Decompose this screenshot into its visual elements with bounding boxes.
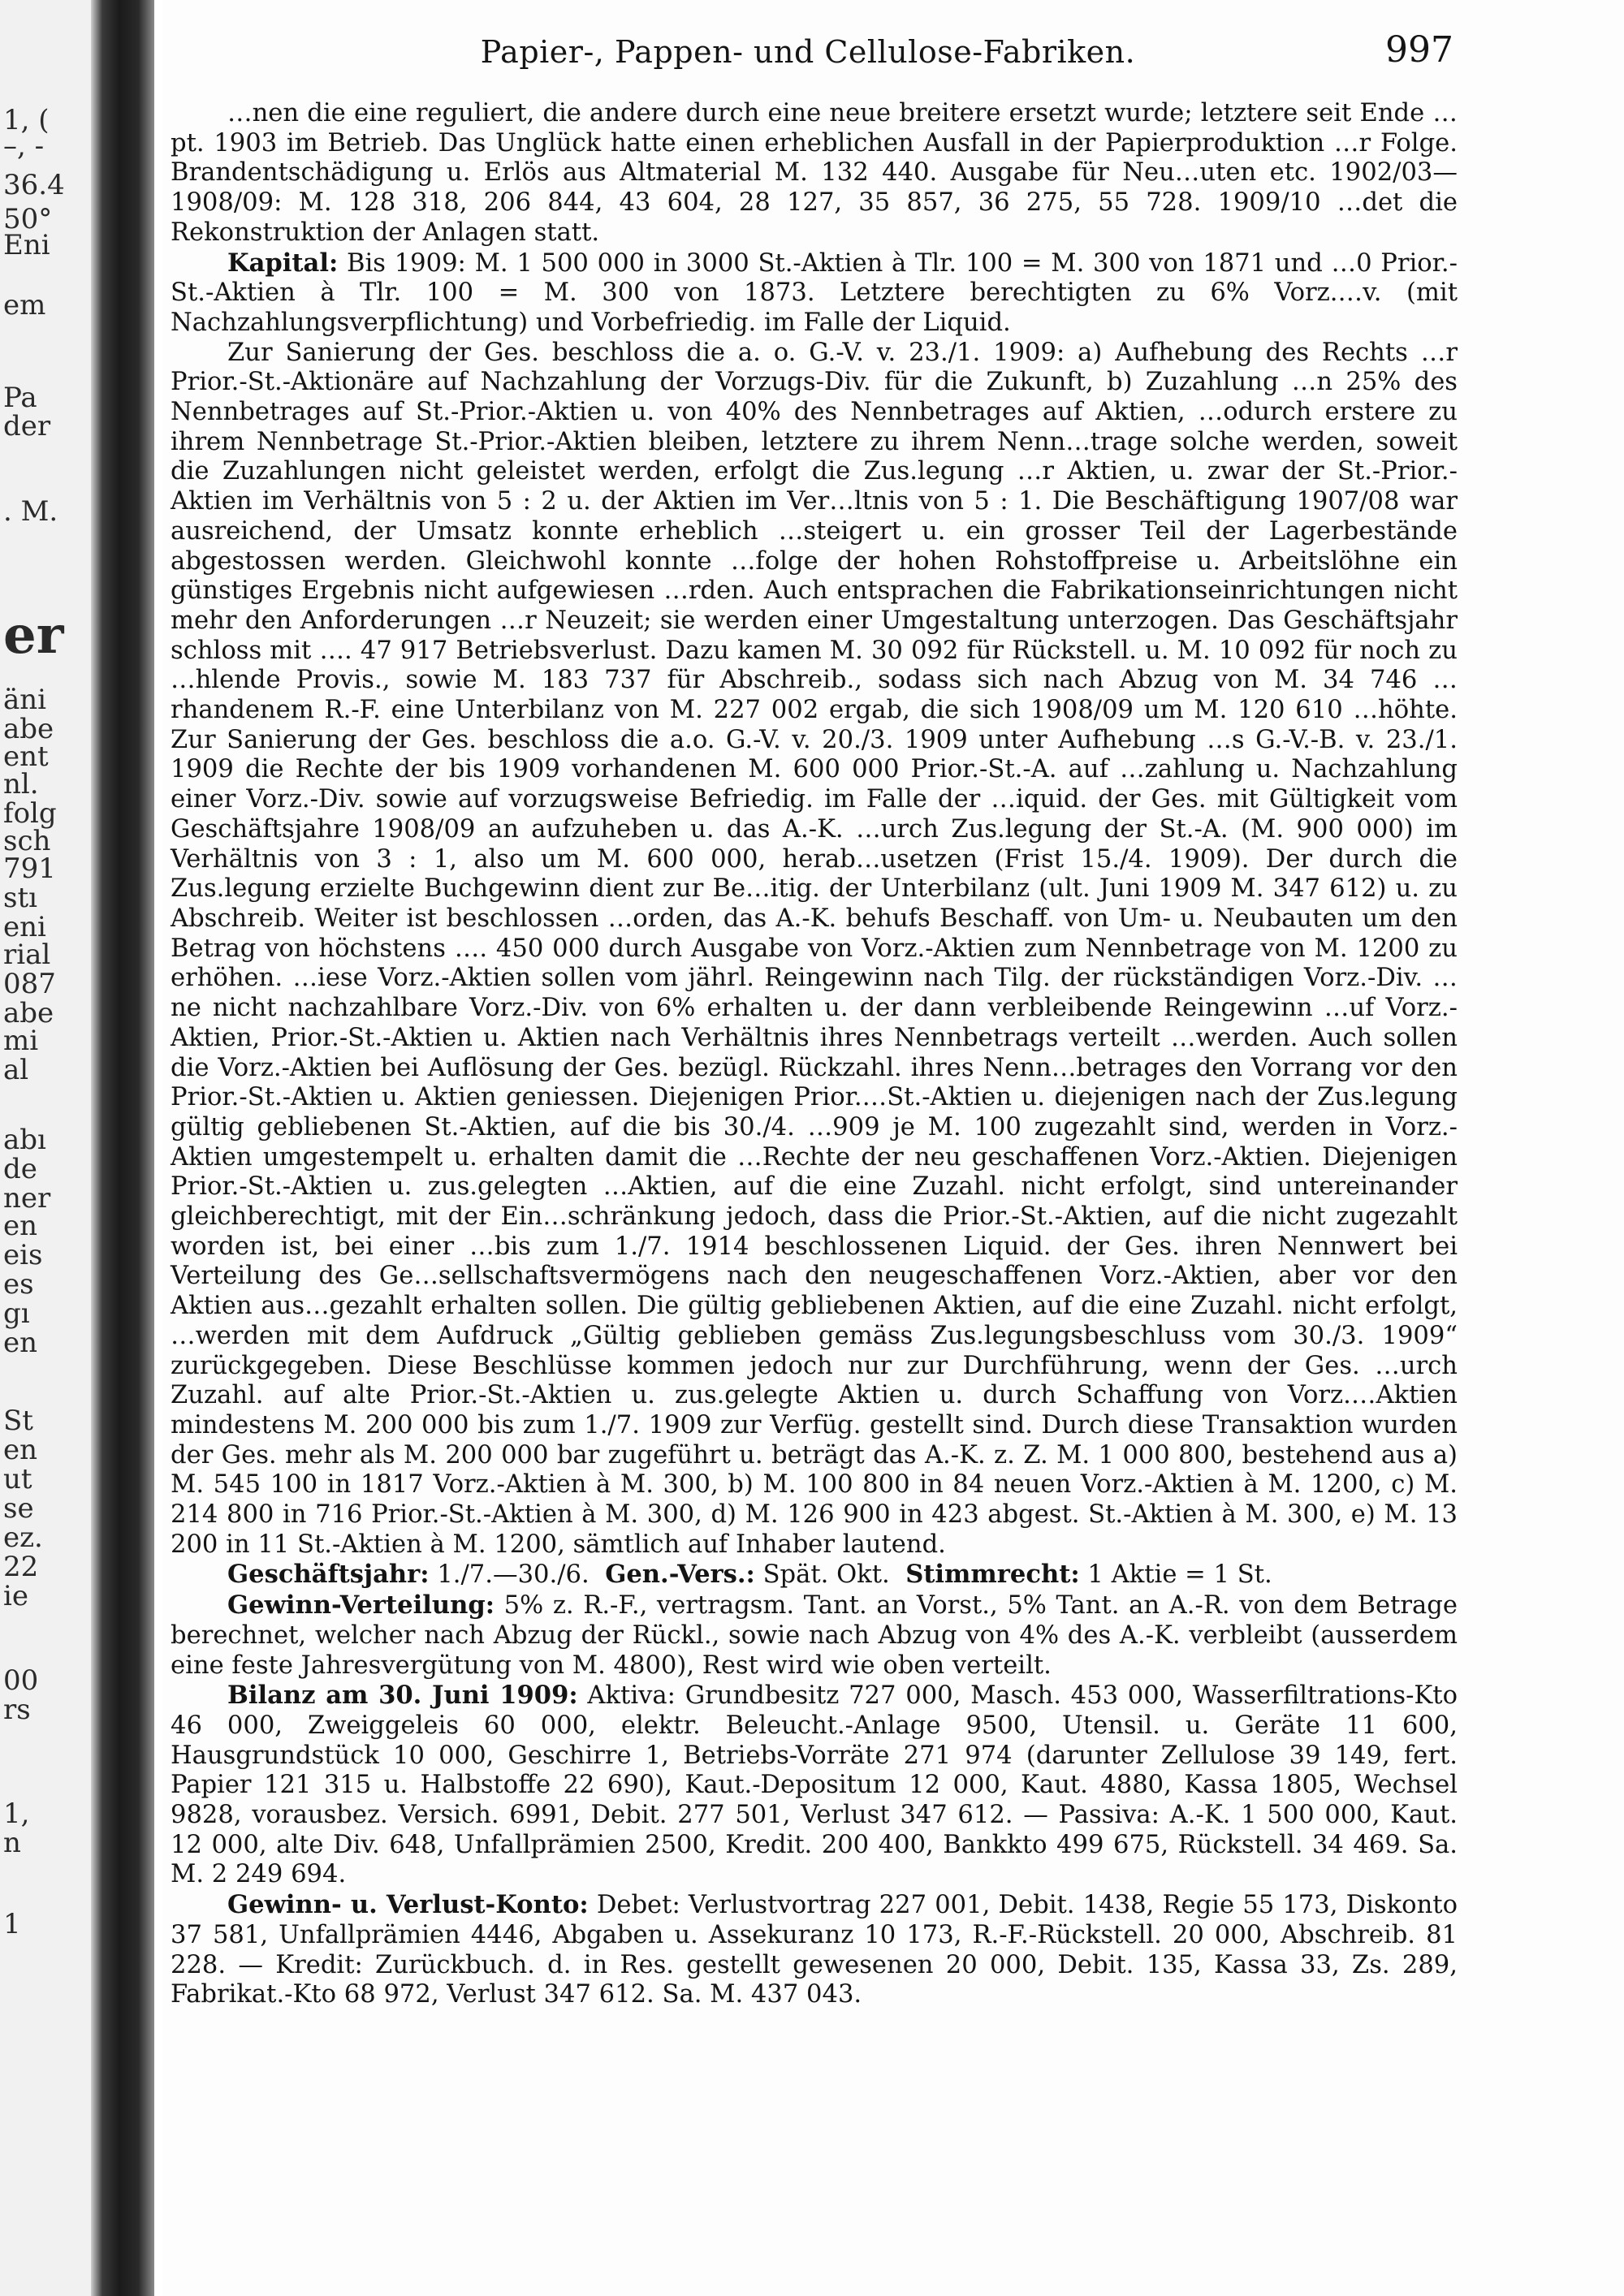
facing-page-fragment-text: 1, ( xyxy=(3,104,50,136)
paragraph-bilanz-text: Aktiva: Grundbesitz 727 000, Masch. 453 000, Wasserfiltrations-Kto 46 000, Zweiggeleis 60 000, elektr. Beleucht.-Anlage 9500, Utensil. u. Geräte 11 600, Hausgrundstück 10 000, Geschirre 1, Betriebs-Vorräte 271 974 (darunter Zellulose 39 149, fert. Papier 121 315 u. Halbstoffe 22 690), Kaut.-Depositum 12 000, Kaut. 4880, Kassa 1805, Wechsel 9828, vorausbez. Versich. 6991, Debit. 277 501, Verlust 347 612. — Passiva: A.-K. 1 500 000, Kaut. 12 000, alte Div. 648, Unfallprämien 2500, Kredit. 200 400, Bankkto 499 675, Rückstell. 34 469. Sa. M. 2 249 694. xyxy=(171,1681,1458,1889)
facing-page-fragment-text: se xyxy=(3,1492,34,1525)
facing-page-fragment-text: folg xyxy=(3,797,57,830)
facing-page-fragment-text: äni xyxy=(3,684,47,716)
paragraph-gewinn-verlust xyxy=(171,1890,1458,2010)
paragraph-sanierung xyxy=(171,339,1458,1560)
facing-page-fragment-text: stı xyxy=(3,882,37,914)
paragraph-1 xyxy=(171,99,1458,248)
label-kapital: Kapital: xyxy=(227,248,339,278)
facing-page-fragment-text: eni xyxy=(3,911,46,943)
paragraph-gewinn-verlust-text: Debet: Verlustvortrag 227 001, Debit. 1438, Regie 55 173, Diskonto 37 581, Unfallprämien 4446, Abgaben u. Assekuranz 10 173, R.-F.-Rückstell. 20 000, Abschreib. 81 228. — Kredit: Zurückbuch. d. in Res. gestellt gewesenen 20 000, Debit. 135, Kassa 33, Zs. 289, Fabrikat.-Kto 68 972, Verlust 347 612. Sa. M. 437 043. xyxy=(171,1891,1458,2009)
paragraph-1-text: …nen die eine reguliert, die andere durch eine neue breitere ersetzt wurde; letztere seit Ende …pt. 1903 im Betrieb. Das Unglück hatte einen erheblichen Ausfall in der Papierproduktion …r Folge. Brandentschädigung u. Erlös aus Altmaterial M. 132 440. Ausgabe für Neu…uten etc. 1902/03—1908/09: M. 128 318, 206 844, 43 604, 28 127, 35 857, 36 275, 55 728. 1909/10 …det die Rekonstruktion der Anlagen statt. xyxy=(171,99,1458,247)
paragraph-kapital-text: Bis 1909: M. 1 500 000 in 3000 St.-Aktien à Tlr. 100 = M. 300 von 1871 und …0 Prior.-St.-Aktien à Tlr. 100 = M. 300 von 1873. Letztere berechtigten zu 6% Vorz.…v. (mit Nachzahlungsverpflichtung) und Vorbefriedig. im Falle der Liquid. xyxy=(171,248,1458,337)
paragraph-bilanz xyxy=(171,1681,1458,1890)
facing-page-fragment-text: ut xyxy=(3,1463,32,1495)
value-gen-vers: Spät. Okt. xyxy=(762,1560,890,1590)
facing-page-fragment-text: es xyxy=(3,1268,34,1301)
facing-page-fragment-text: 1 xyxy=(3,1908,21,1940)
facing-page-fragment-text: ez. xyxy=(3,1521,43,1554)
paragraph-gewinn-verteilung xyxy=(171,1590,1458,1681)
facing-page-fragment-text: nl. xyxy=(3,768,39,801)
paragraph-geschaeftsjahr xyxy=(171,1560,1458,1590)
facing-page-fragment-text: 50° xyxy=(3,203,53,235)
facing-page-fragment-text: abe xyxy=(3,997,54,1029)
facing-page-fragment-text: en xyxy=(3,1327,38,1359)
book-gutter xyxy=(91,0,154,2296)
label-gen-vers: Gen.-Vers.: xyxy=(605,1560,755,1590)
facing-page-fragment-text: St xyxy=(3,1405,33,1437)
facing-page-fragment-text: de xyxy=(3,1153,37,1185)
document-page xyxy=(162,0,1624,2296)
facing-page-fragment-text: 087 xyxy=(3,968,56,1000)
facing-page-fragment-text: 00 xyxy=(3,1664,39,1697)
facing-page-fragment-text: n xyxy=(3,1827,21,1859)
facing-page-fragment-text: al xyxy=(3,1054,29,1086)
paragraph-gewinn-verteilung-text: 5% z. R.-F., vertragsm. Tant. an Vorst., 5% Tant. an A.-R. von dem Betrage berechnet, welcher nach Abzug der Rückl., sowie nach Abzug von 4% des A.-K. verbleibt (ausserdem eine feste Jahresvergütung von M. 4800), Rest wird wie oben verteilt. xyxy=(171,1591,1458,1680)
facing-page-fragment-text: ie xyxy=(3,1580,28,1612)
facing-page-fragment-text: rs xyxy=(3,1694,31,1726)
body-text xyxy=(171,99,1458,2010)
page-number: 997 xyxy=(1385,29,1453,71)
facing-page-fragment xyxy=(0,0,91,2296)
facing-page-fragment-text: gı xyxy=(3,1297,30,1330)
facing-page-fragment-text: ner xyxy=(3,1182,51,1215)
facing-page-fragment-text: en xyxy=(3,1210,38,1242)
facing-page-fragment-text: sch xyxy=(3,825,51,857)
value-geschaeftsjahr: 1./7.—30./6. xyxy=(437,1560,590,1590)
facing-page-fragment-text: der xyxy=(3,410,51,442)
facing-page-fragment-text: 36.4 xyxy=(3,169,65,201)
facing-page-fragment-text: Pa xyxy=(3,382,37,414)
facing-page-fragment-text: mi xyxy=(3,1025,39,1057)
facing-page-fragment-text: abı xyxy=(3,1124,46,1156)
value-stimmrecht: 1 Aktie = 1 St. xyxy=(1087,1560,1272,1590)
label-gewinn-verlust: Gewinn- u. Verlust-Konto: xyxy=(227,1890,589,1920)
page-header xyxy=(162,29,1453,75)
running-title: Papier-, Pappen- und Cellulose-Fabriken. xyxy=(480,34,1136,70)
facing-page-fragment-text: abe xyxy=(3,713,54,745)
facing-page-fragment-text: ent xyxy=(3,740,49,773)
facing-page-fragment-text: eis xyxy=(3,1239,43,1271)
facing-page-fragment-text: . M. xyxy=(3,495,58,528)
paragraph-kapital xyxy=(171,248,1458,339)
paragraph-sanierung-text: Zur Sanierung der Ges. beschloss die a. o. G.-V. v. 23./1. 1909: a) Aufhebung des Rechts …r Prior.-St.-Aktionäre auf Nachzahlung der Vorzugs-Div. für die Zukunft, b) Zuzahlung …n 25% des Nennbetrages auf St.-Prior.-Aktien u. von 40% des Nennbetrages auf Aktien, …odurch erstere zu ihrem Nennbetrage St.-Prior.-Aktien bleiben, letztere zu ihrem Nenn…trage solche werden, soweit die Zuzahlungen nicht geleistet werden, erfolgt die Zus.legung …r Aktien, u. zwar der St.-Prior.-Aktien im Verhältnis von 5 : 2 u. der Aktien im Ver…ltnis von 5 : 1. Die Beschäftigung 1907/08 war ausreichend, der Umsatz konnte erheblich …steigert u. ein grosser Teil der Lagerbestände abgestossen werden. Gleichwohl konnte …folge der hohen Rohstoffpreise u. Arbeitslöhne ein günstiges Ergebnis nicht aufgewiesen …rden. Auch entsprachen die Fabrikationseinrichtungen nicht mehr den Anforderungen …r Neuzeit; sie werden einer Umgestaltung unterzogen. Das Geschäftsjahr schloss mit …. 47 917 Betriebsverlust. Dazu kamen M. 30 092 für Rückstell. u. M. 10 092 für noch zu …hlende Provis., sowie M. 183 737 für Abschreib., sodass sich nach Abzug von M. 34 746 …rhandenem R.-F. eine Unterbilanz von M. 227 002 ergab, die sich 1908/09 um M. 120 610 …höhte. Zur Sanierung der Ges. beschloss die a.o. G.-V. v. 20./3. 1909 unter Aufhebung …s G.-V.-B. v. 23./1. 1909 die Rechte der bis 1909 vorhandenen M. 600 000 Prior.-St.-A. auf …zahlung u. Nachzahlung einer Vorz.-Div. sowie auf vorzugsweise Befriedig. im Falle der …iquid. der Ges. mit Gültigkeit vom Geschäftsjahre 1908/09 an aufzuheben u. das A.-K. …urch Zus.legung der St.-A. (M. 900 000) im Verhältnis von 3 : 1, also um M. 600 000, herab…usetzen (Frist 15./4. 1909). Der durch die Zus.legung erzielte Buchgewinn dient zur Be…itig. der Unterbilanz (ult. Juni 1909 M. 347 612) u. zu Abschreib. Weiter ist beschlossen …orden, das A.-K. behufs Beschaff. von Um- u. Neubauten um den Betrag von höchstens …. 450 000 durch Ausgabe von Vorz.-Aktien zum Nennbetrage von M. 1200 zu erhöhen. …iese Vorz.-Aktien sollen vom jährl. Reingewinn nach Tilg. der rückständigen Vorz.-Div. …ne nicht nachzahlbare Vorz.-Div. von 6% erhalten u. der dann verbleibende Reingewinn …uf Vorz.-Aktien, Prior.-St.-Aktien u. Aktien nach Verhältnis ihres Nennbetrags verteilt …werden. Auch sollen die Vorz.-Aktien bei Auflösung der Ges. bezügl. Rückzahl. ihres Nenn…betrages den Vorrang vor den Prior.-St.-Aktien u. Aktien geniessen. Diejenigen Prior.…St.-Aktien u. diejenigen nach der Zus.legung gültig gebliebenen St.-Aktien, auf die bis 30./4. …909 je M. 100 zugezahlt sind, werden in Vorz.-Aktien umgestempelt u. erhalten damit die …Rechte der neu geschaffenen Vorz.-Aktien. Diejenigen Prior.-St.-Aktien u. zus.gelegten …Aktien, auf die eine Zuzahl. nicht erfolgt, sind untereinander gleichberechtigt, mit der Ein…schränkung jedoch, dass die Prior.-St.-Aktien, auf die nicht zugezahlt worden ist, bei einer …bis zum 1./7. 1914 beschlossenen Liquid. der Ges. ihren Nennwert bei Verteilung des Ge…sellschaftsvermögens nach den neugeschaffenen Vorz.-Aktien, aber vor den Aktien aus…gezahlt erhalten sollen. Die gültig gebliebenen Aktien, auf die eine Zuzahl. nicht erfolgt, …werden mit dem Aufdruck „Gültig geblieben gemäss Zus.legungsbeschluss vom 30./3. 1909“ zurückgegeben. Diese Beschlüsse kommen jedoch nur zur Durchführung, wenn der Ges. …urch Zuzahl. auf alte Prior.-St.-Aktien u. zus.gelegte Aktien u. durch Schaffung von Vorz.…Aktien mindestens M. 200 000 bis zum 1./7. 1909 zur Verfüg. gestellt sind. Durch diese Transaktion wurden der Ges. mehr als M. 200 000 bar zugeführt u. beträgt das A.-K. z. Z. M. 1 000 800, bestehend aus a) M. 545 100 in 1817 Vorz.-Aktien à M. 300, b) M. 100 800 in 84 neuen Vorz.-Aktien à M. 1200, c) M. 214 800 in 716 Prior.-St.-Aktien à M. 300, d) M. 126 900 in 423 abgest. St.-Aktien à M. 300, e) M. 13 200 in 11 St.-Aktien à M. 1200, sämtlich auf Inhaber lautend. xyxy=(171,338,1458,1559)
facing-page-fragment-text: 22 xyxy=(3,1551,39,1583)
facing-page-fragment-text: en xyxy=(3,1434,38,1466)
label-stimmrecht: Stimmrecht: xyxy=(905,1560,1080,1590)
facing-page-fragment-text: –, - xyxy=(3,130,45,162)
facing-page-fragment-text: rial xyxy=(3,939,51,971)
facing-page-fragment-text: em xyxy=(3,289,46,322)
label-bilanz: Bilanz am 30. Juni 1909: xyxy=(227,1681,578,1711)
label-geschaeftsjahr: Geschäftsjahr: xyxy=(227,1560,430,1590)
facing-page-fragment-text: 1, xyxy=(3,1798,30,1830)
facing-page-fragment-text: er xyxy=(3,605,64,666)
label-gewinn-verteilung: Gewinn-Verteilung: xyxy=(227,1590,495,1621)
facing-page-fragment-text: 791 xyxy=(3,852,56,885)
facing-page-fragment-text: Eni xyxy=(3,229,50,261)
